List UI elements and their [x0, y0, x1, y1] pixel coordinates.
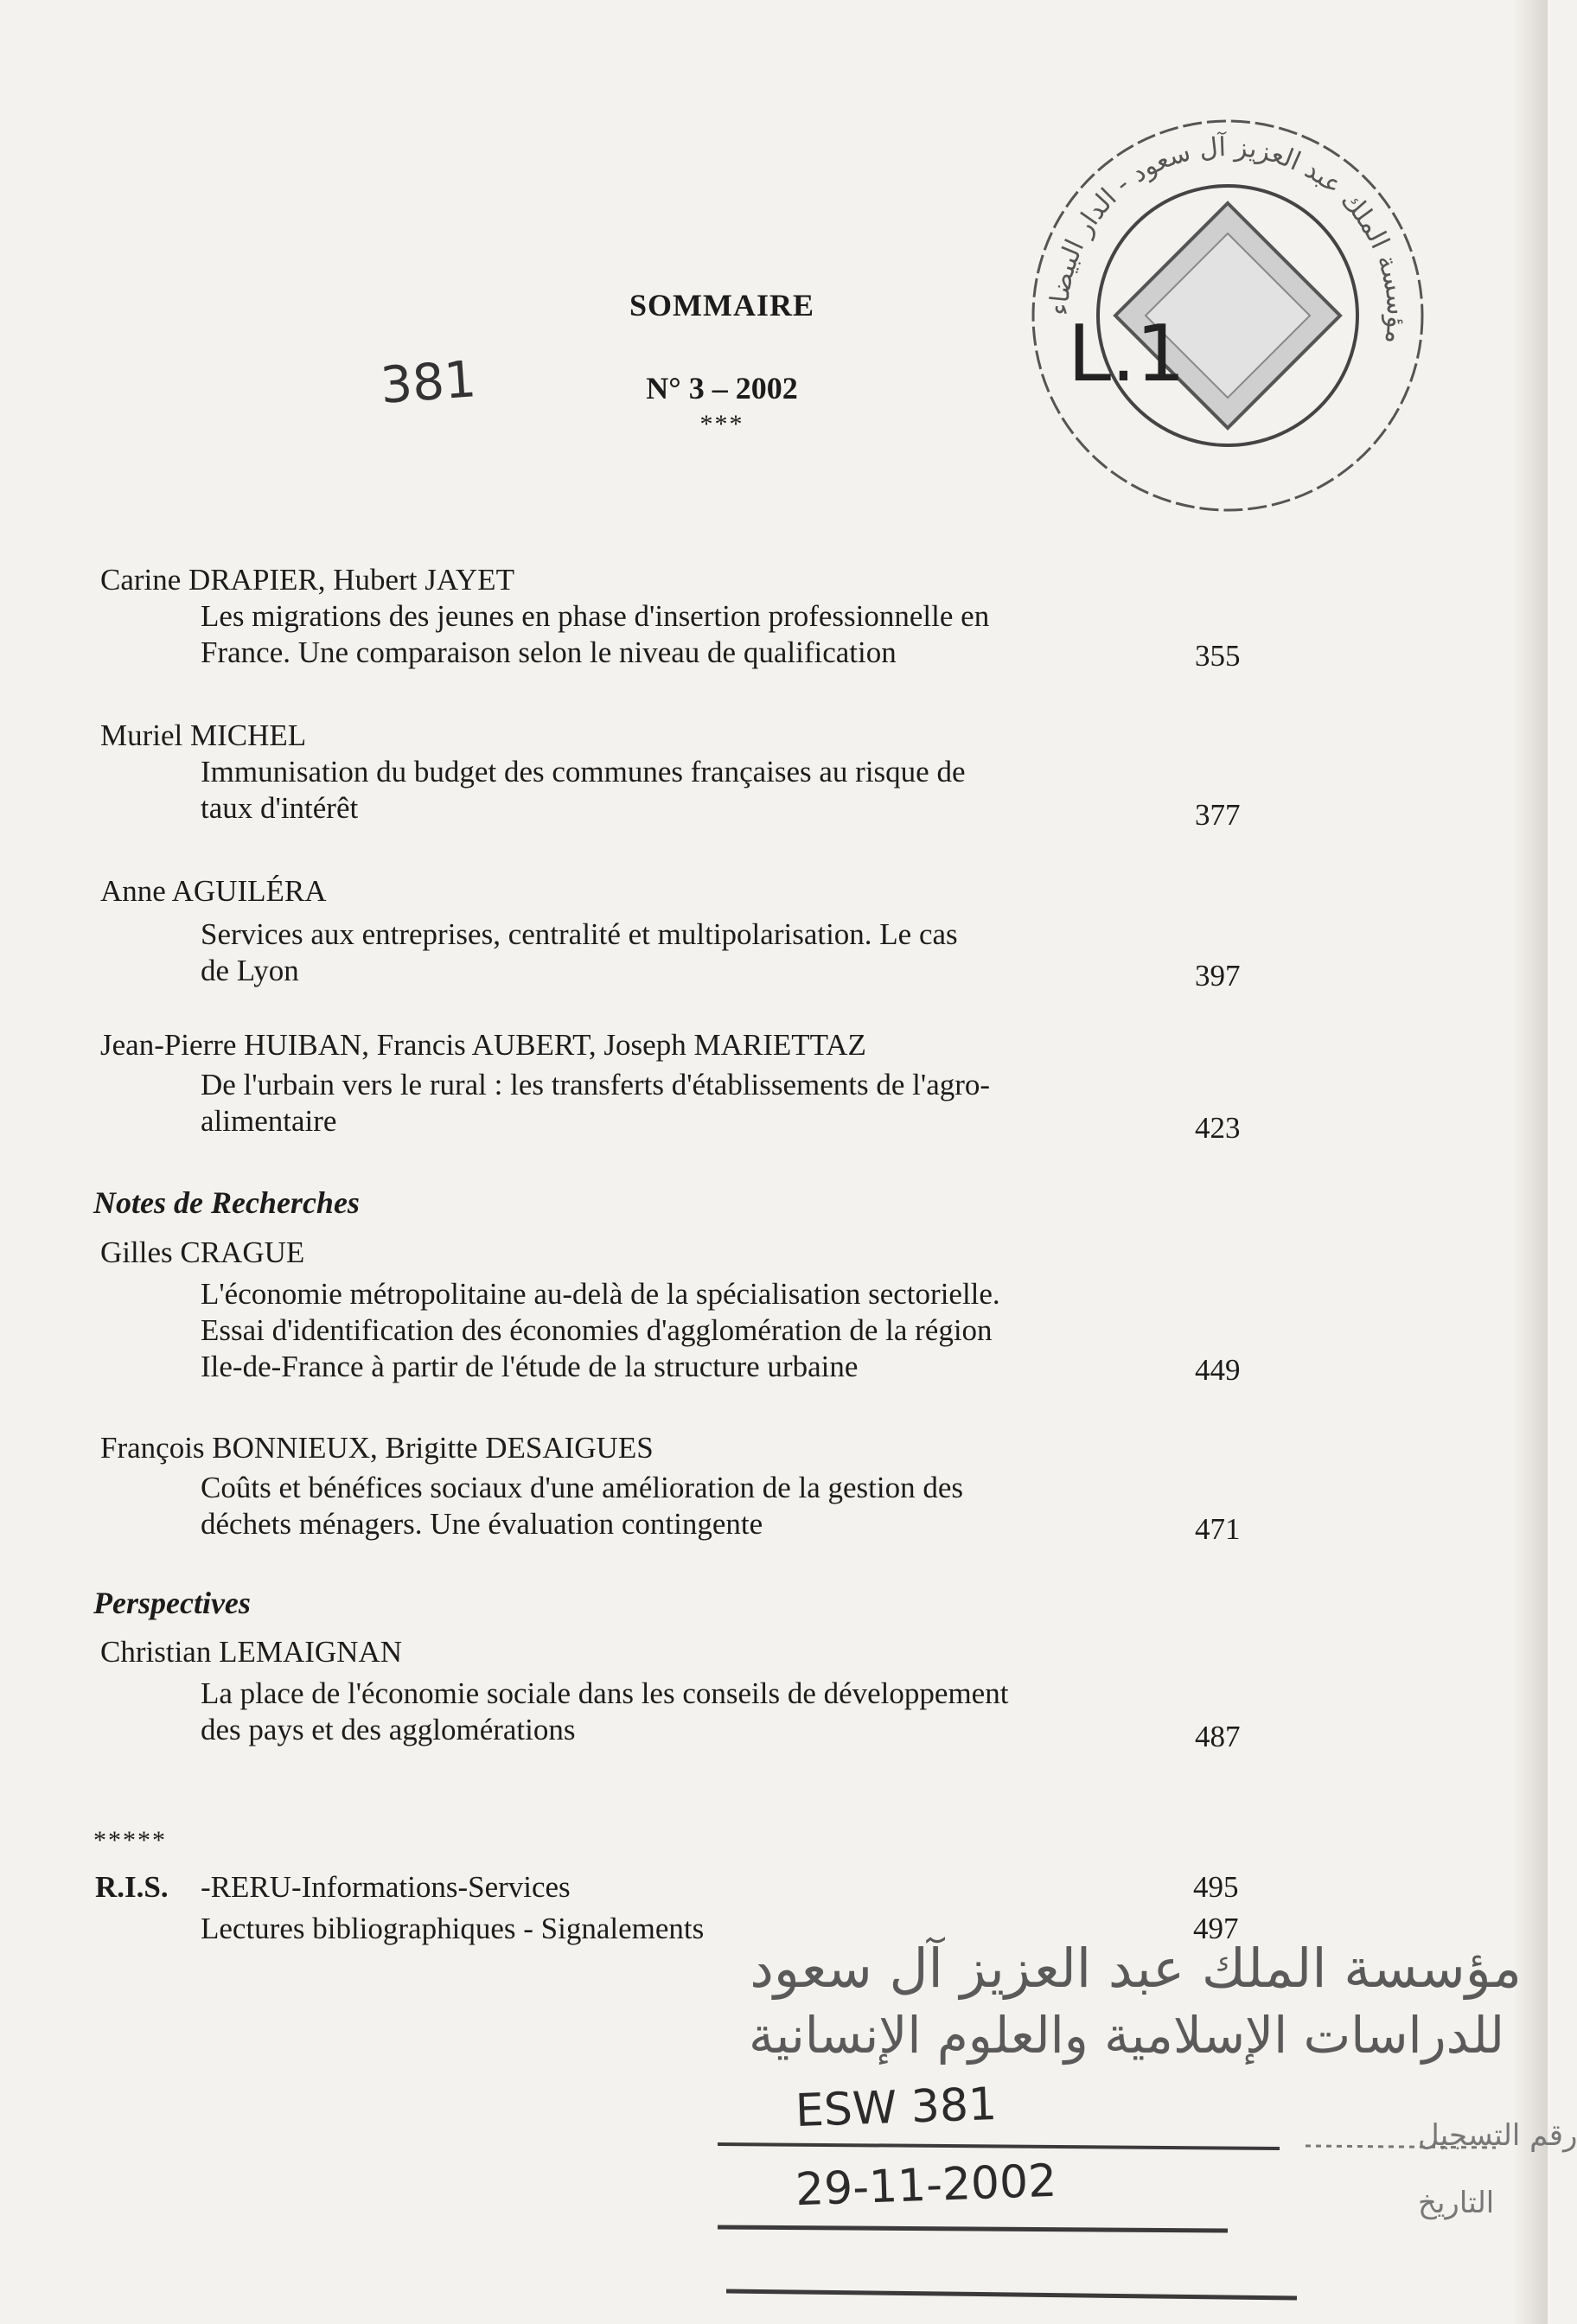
entry-authors: Gilles CRAGUE: [100, 1235, 305, 1269]
entry-page: 397: [1195, 959, 1241, 993]
lectures-title: Lectures bibliographiques - Signalements: [201, 1912, 705, 1945]
entry-title-line: de Lyon: [201, 954, 299, 987]
entry-authors: Jean-Pierre HUIBAN, Francis AUBERT, Joseph MARIETTAZ: [100, 1028, 866, 1062]
section-heading-perspectives: Perspectives: [93, 1586, 251, 1620]
entry-page: 423: [1195, 1111, 1241, 1145]
entry-title-line: déchets ménagers. Une évaluation contingente: [201, 1507, 763, 1541]
seal-hand-mark: L.1: [1068, 309, 1186, 399]
ornament-stars-bottom: *****: [93, 1826, 167, 1855]
stamp-registration-number: ESW 381: [795, 2078, 999, 2138]
entry-authors: Anne AGUILÉRA: [100, 874, 327, 908]
entry-title-line: De l'urbain vers le rural : les transferts d'établissements de l'agro-: [201, 1068, 991, 1101]
ris-page: 495: [1193, 1870, 1239, 1904]
entry-page: 487: [1195, 1720, 1241, 1753]
issue-number: N° 3 – 2002: [646, 371, 798, 405]
entry-title-line: taux d'intérêt: [201, 791, 359, 825]
entry-page: 471: [1195, 1512, 1241, 1546]
stamp-label-registration: رقم التسجيل: [1418, 2118, 1577, 2153]
ornament-stars: ***: [699, 410, 744, 438]
entry-title-line: alimentaire: [201, 1104, 337, 1138]
entry-title-line: Essai d'identification des économies d'agglomération de la région: [201, 1313, 993, 1347]
entry-title-line: des pays et des agglomérations: [201, 1713, 576, 1746]
section-heading-notes: Notes de Recherches: [93, 1185, 360, 1220]
entry-authors: Christian LEMAIGNAN: [100, 1635, 402, 1669]
entry-authors: Carine DRAPIER, Hubert JAYET: [100, 563, 514, 597]
stamp-institution-subtitle: للدراسات الإسلامية والعلوم الإنسانية: [748, 2006, 1504, 2065]
handwritten-number: 381: [378, 349, 478, 415]
entry-title-line: Services aux entreprises, centralité et multipolarisation. Le cas: [201, 917, 958, 951]
ris-title: -RERU-Informations-Services: [201, 1870, 571, 1904]
entry-title-line: Immunisation du budget des communes françaises au risque de: [201, 755, 966, 788]
lectures-page: 497: [1193, 1912, 1239, 1945]
entry-title-line: La place de l'économie sociale dans les conseils de développement: [201, 1676, 1009, 1710]
entry-page: 377: [1195, 798, 1241, 832]
entry-page: 355: [1195, 639, 1241, 673]
entry-title-line: L'économie métropolitaine au-delà de la spécialisation sectorielle.: [201, 1277, 1000, 1311]
ris-label: R.I.S.: [95, 1870, 169, 1904]
stamp-date: 29-11-2002: [795, 2155, 1058, 2217]
entry-authors: Muriel MICHEL: [100, 718, 307, 752]
seal-text: مؤسسة الملك عبد العزيز آل سعود - الدار البيضاء: [1044, 131, 1412, 346]
page-title: SOMMAIRE: [629, 288, 814, 322]
library-seal: [1016, 104, 1440, 527]
entry-title-line: Les migrations des jeunes en phase d'insertion professionnelle en: [201, 599, 990, 633]
entry-title-line: France. Une comparaison selon le niveau de qualification: [201, 635, 897, 669]
stamp-label-date: التاريخ: [1418, 2186, 1495, 2220]
entry-authors: François BONNIEUX, Brigitte DESAIGUES: [100, 1431, 654, 1465]
stamp-institution-name: مؤسسة الملك عبد العزيز آل سعود: [750, 1937, 1522, 2000]
entry-title-line: Ile-de-France à partir de l'étude de la structure urbaine: [201, 1350, 859, 1383]
entry-page: 449: [1195, 1353, 1241, 1387]
entry-title-line: Coûts et bénéfices sociaux d'une amélioration de la gestion des: [201, 1471, 964, 1504]
